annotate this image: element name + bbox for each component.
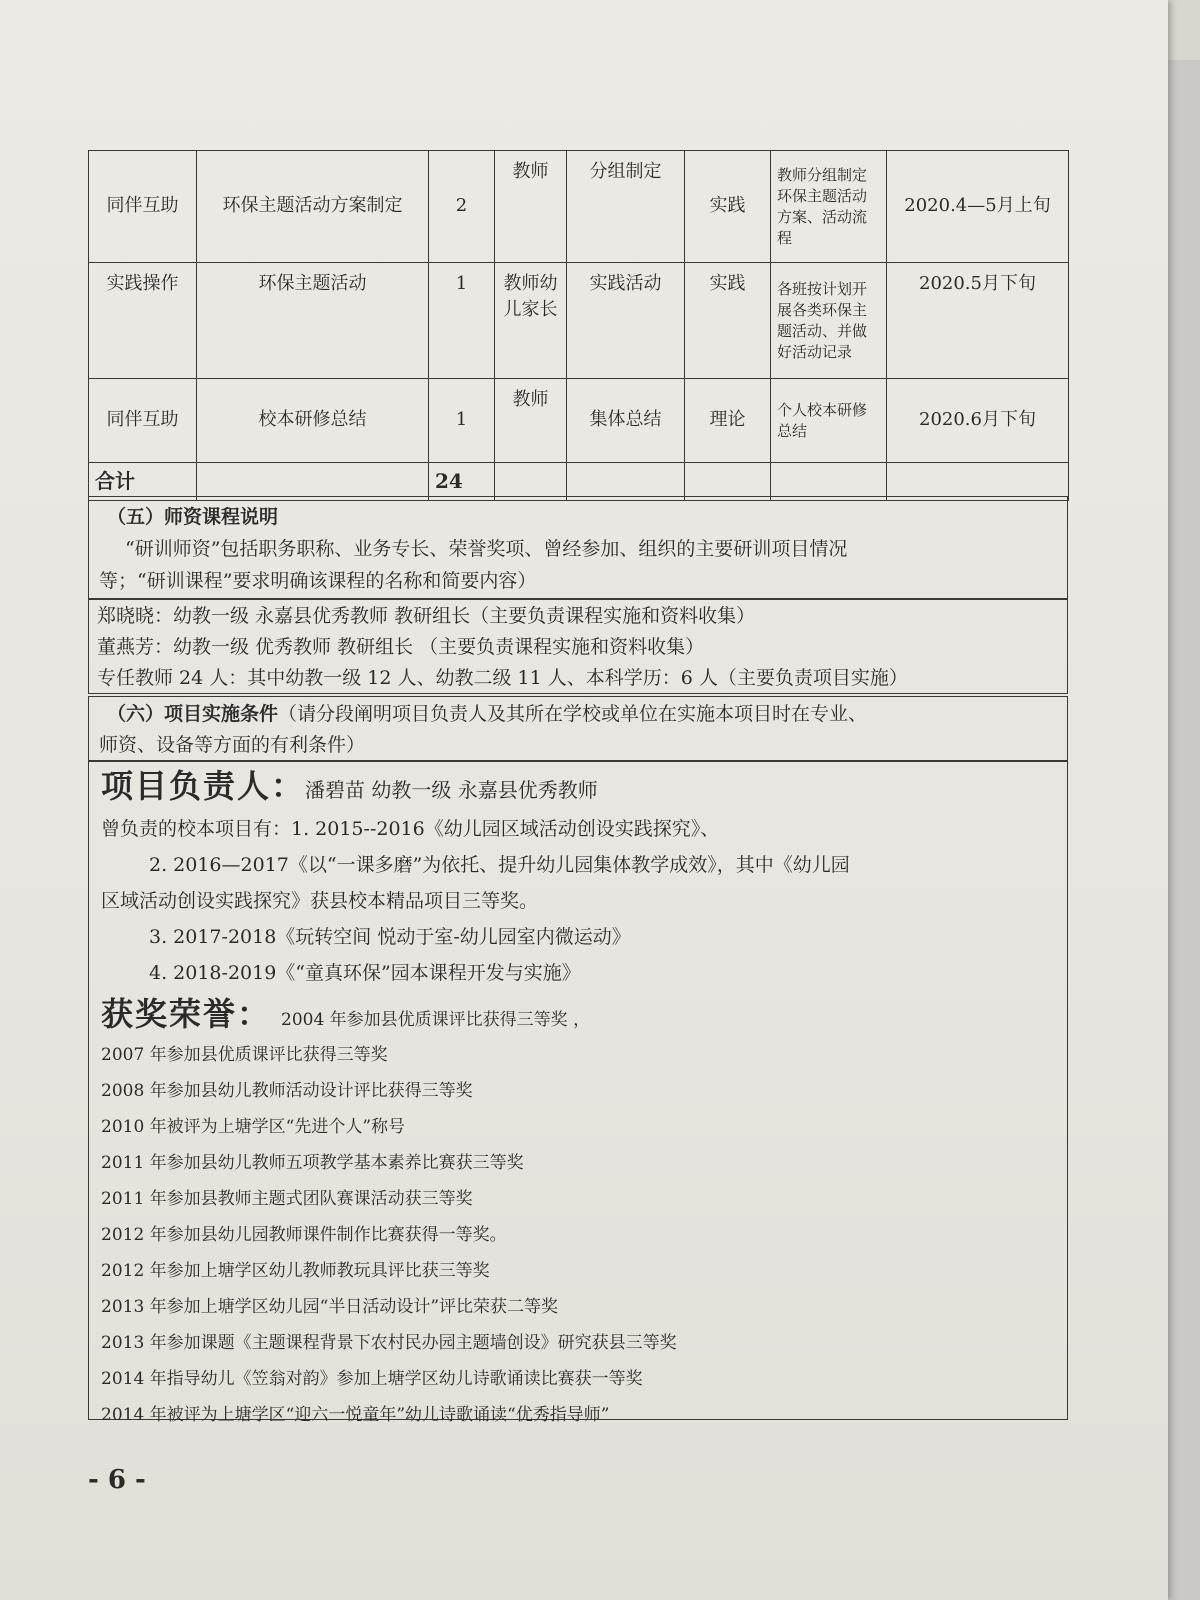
award-item: 2014 年指导幼儿《笠翁对韵》参加上塘学区幼儿诗歌诵读比赛获一等奖 bbox=[101, 1369, 643, 1389]
awards-list bbox=[101, 1037, 1055, 1433]
award-item: 2013 年参加课题《主题课程背景下农村民办园主题墙创设》研究获县三等奖 bbox=[101, 1333, 677, 1353]
staff-line-1: 郑晓晓：幼教一级 永嘉县优秀教师 教研组长（主要负责课程实施和资料收集） bbox=[97, 605, 756, 627]
cell-participants: 教师幼儿家长 bbox=[495, 263, 567, 379]
cell-detail: 个人校本研修总结 bbox=[771, 379, 887, 463]
section5-header-box bbox=[88, 496, 1068, 600]
project-2b: 区域活动创设实践探究》获县校本精品项目三等奖。 bbox=[101, 890, 539, 912]
cell-type: 理论 bbox=[685, 379, 771, 463]
cell-participants: 教师 bbox=[495, 151, 567, 263]
leader-line bbox=[101, 761, 1055, 811]
total-row bbox=[89, 463, 1069, 501]
cell-time: 2020.5月下旬 bbox=[887, 263, 1069, 379]
cell-hours: 1 bbox=[429, 379, 495, 463]
project-4: 4. 2018-2019《“童真环保”园本课程开发与实施》 bbox=[149, 962, 581, 984]
cell-time: 2020.6月下旬 bbox=[887, 379, 1069, 463]
cell-content: 校本研修总结 bbox=[197, 379, 429, 463]
award-item: 2008 年参加县幼儿教师活动设计评比获得三等奖 bbox=[101, 1081, 473, 1101]
award-item: 2013 年参加上塘学区幼儿园“半日活动设计”评比荣获二等奖 bbox=[101, 1297, 559, 1317]
honor-first: 2004 年参加县优质课评比获得三等奖 ， bbox=[281, 1010, 591, 1030]
award-item: 2011 年参加县幼儿教师五项教学基本素养比赛获三等奖 bbox=[101, 1153, 524, 1173]
cell-type: 实践 bbox=[685, 151, 771, 263]
section5-desc2: 等；“研训课程”要求明确该课程的名称和简要内容） bbox=[99, 570, 537, 592]
total-value: 24 bbox=[429, 463, 495, 501]
project-2a: 2. 2016—2017《以“一课多磨”为依托、提升幼儿园集体教学成效》，其中《幼儿园 bbox=[149, 854, 850, 876]
staff-line-3: 专任教师 24 人：其中幼教一级 12 人、幼教二级 11 人、本科学历：6 人（主要负责项目实施） bbox=[97, 667, 908, 689]
honor-line bbox=[101, 991, 1055, 1037]
project-3: 3. 2017-2018《玩转空间 悦动于室-幼儿园室内微运动》 bbox=[149, 926, 631, 948]
award-item: 2012 年参加县幼儿园教师课件制作比赛获得一等奖。 bbox=[101, 1225, 507, 1245]
cell-hours: 1 bbox=[429, 263, 495, 379]
section5-desc1: “研训师资”包括职务职称、业务专长、荣誉奖项、曾经参加、组织的主要研训项目情况 bbox=[125, 538, 848, 560]
cell-form: 同伴互助 bbox=[89, 151, 197, 263]
staff-line-2: 董燕芳：幼教一级 优秀教师 教研组长 （主要负责课程实施和资料收集） bbox=[97, 636, 705, 658]
section5-title: （五）师资课程说明 bbox=[107, 506, 279, 528]
cell-detail: 教师分组制定环保主题活动方案、活动流程 bbox=[771, 151, 887, 263]
honor-label: 获奖荣誉： bbox=[101, 995, 272, 1033]
section6-desc1: （请分段阐明项目负责人及其所在学校或单位在实施本项目时在专业、 bbox=[278, 703, 868, 725]
cell-content: 环保主题活动 bbox=[197, 263, 429, 379]
cell-hours: 2 bbox=[429, 151, 495, 263]
section5-staff-box bbox=[88, 598, 1068, 694]
page-number: - 6 - bbox=[88, 1465, 146, 1495]
table-row bbox=[89, 151, 1069, 263]
award-item: 2012 年参加上塘学区幼儿教师教玩具评比获三等奖 bbox=[101, 1261, 490, 1281]
award-item: 2011 年参加县教师主题式团队赛课活动获三等奖 bbox=[101, 1189, 473, 1209]
cell-method: 实践活动 bbox=[567, 263, 685, 379]
total-label: 合计 bbox=[89, 463, 197, 501]
section6-title-line bbox=[99, 699, 1057, 730]
cell-method: 集体总结 bbox=[567, 379, 685, 463]
table-row bbox=[89, 263, 1069, 379]
project-intro: 曾负责的校本项目有：1. 2015--2016《幼儿园区域活动创设实践探究》、 bbox=[101, 818, 720, 840]
table-row bbox=[89, 379, 1069, 463]
leader-label: 项目负责人： bbox=[101, 767, 306, 805]
cell-type: 实践 bbox=[685, 263, 771, 379]
section6-title: （六）项目实施条件 bbox=[107, 703, 279, 725]
cell-method: 分组制定 bbox=[567, 151, 685, 263]
award-item: 2007 年参加县优质课评比获得三等奖 bbox=[101, 1045, 388, 1065]
cell-detail: 各班按计划开展各类环保主题活动、并做好活动记录 bbox=[771, 263, 887, 379]
leader-value: 潘碧苗 幼教一级 永嘉县优秀教师 bbox=[305, 778, 598, 802]
award-item: 2010 年被评为上塘学区“先进个人”称号 bbox=[101, 1117, 406, 1137]
section6-body-box bbox=[88, 760, 1068, 1425]
section6-desc2: 师资、设备等方面的有利条件） bbox=[99, 734, 366, 756]
cell-participants: 教师 bbox=[495, 379, 567, 463]
cell-content: 环保主题活动方案制定 bbox=[197, 151, 429, 263]
cell-form: 同伴互助 bbox=[89, 379, 197, 463]
cell-time: 2020.4—5月上旬 bbox=[887, 151, 1069, 263]
award-item: 2014 年被评为上塘学区“迎六一悦童年”幼儿诗歌诵读“优秀指导师” bbox=[101, 1405, 610, 1425]
section6-header-box bbox=[88, 696, 1068, 762]
cell-form: 实践操作 bbox=[89, 263, 197, 379]
activity-table bbox=[88, 150, 1069, 501]
